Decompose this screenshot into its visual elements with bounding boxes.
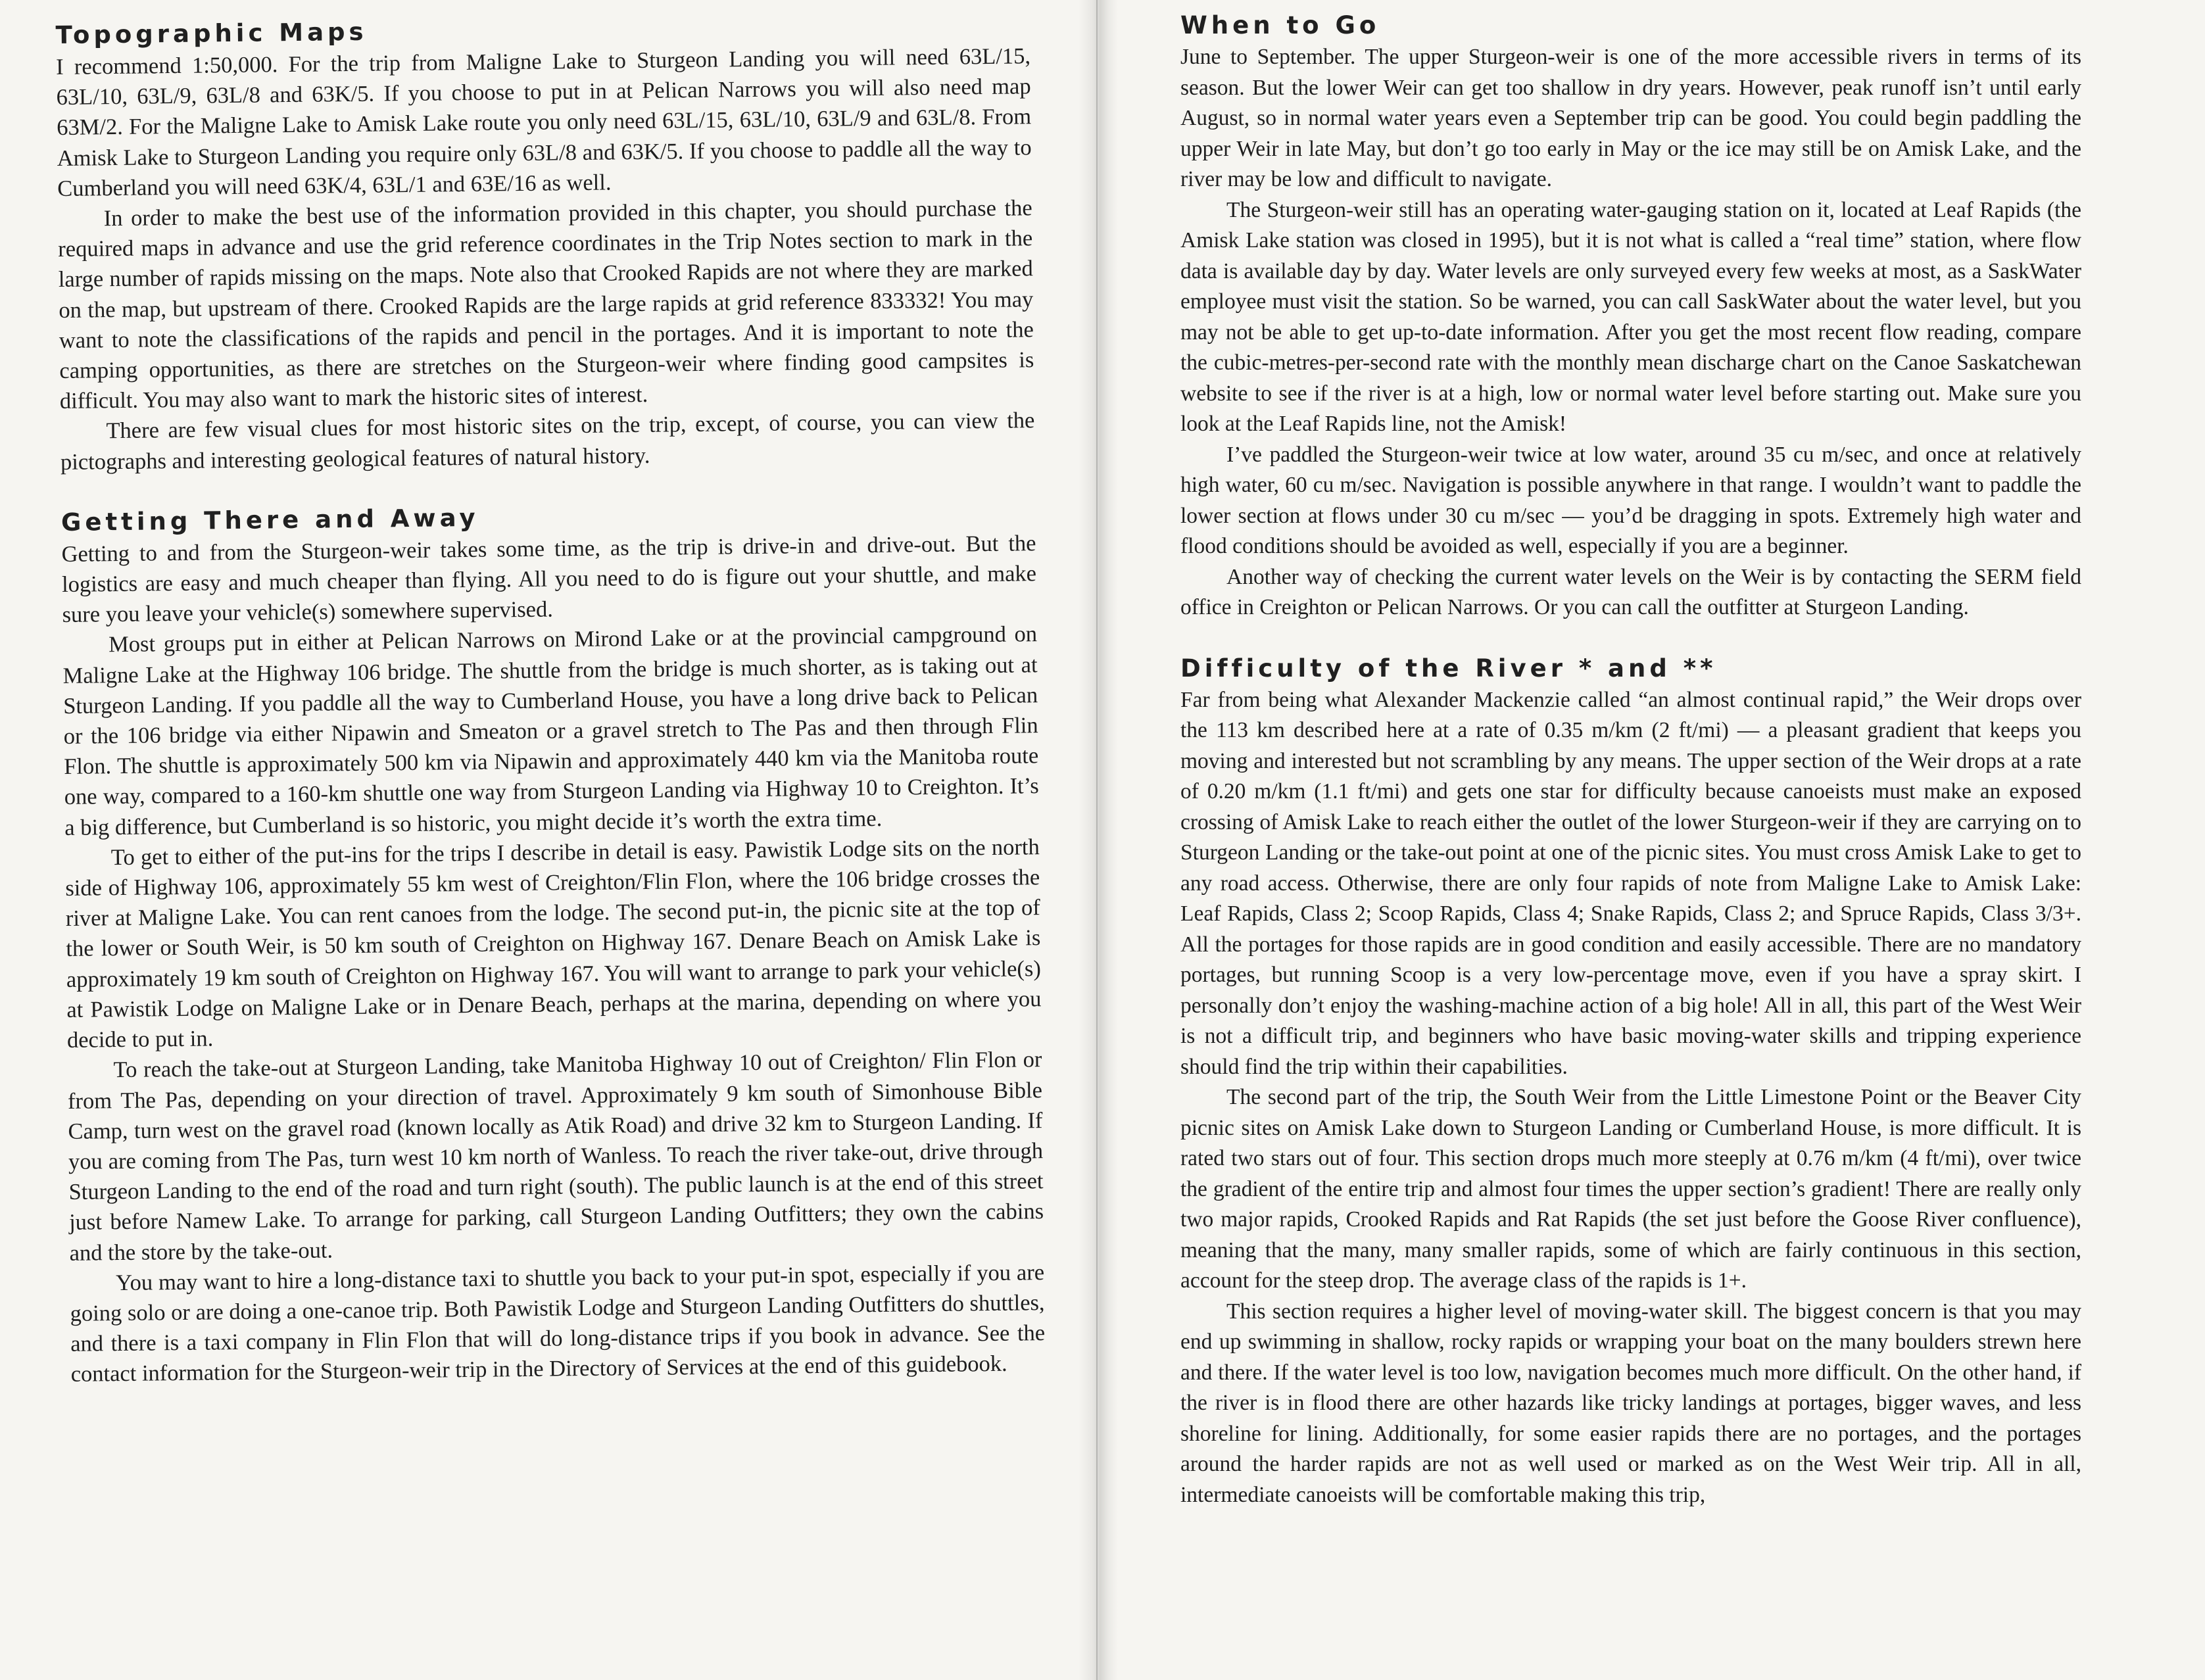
section-heading: When to Go xyxy=(1180,11,1380,39)
paragraph: The second part of the trip, the South Weir from the Little Limestone Point or the Beaver City picnic sites on Amisk Lake down to Sturgeon Landing or Cumberland House, is more difficult. It is rated two stars out of four. This section drops much more steeply at 0.76 m/km (4 ft/mi), over twice the gradient of the entire trip and almost four times the upper section’s gradient! There are really only two major rapids, Crooked Rapids and Rat Rapids (the set just before the Goose River confluence), meaning that the many, many smaller rapids, some of which are fairly continuous in this section, account for the steep drop. The average class of the rapids is 1+. xyxy=(1180,1085,2081,1293)
right-page-column xyxy=(1180,9,2081,1510)
paragraph: The Sturgeon-weir still has an operating water-gauging station on it, located at Leaf Rapids (the Amisk Lake station was closed in 1995), but it is not what is called a “real time” station, where flow data is available day by day. Water levels are only surveyed every few weeks at most, as a SaskWater employee must visit the station. So be warned, you can call SaskWater about the water level, but you may not be able to get up-to-date information. After you get the most recent flow reading, compare the cubic-metres-per-second rate with the monthly mean discharge chart on the Canoe Saskatchewan website to see if the river is at a high, low or normal water level before starting out. Make sure you look at the Leaf Rapids line, not the Amisk! xyxy=(1180,197,2081,436)
paragraph: I’ve paddled the Sturgeon-weir twice at low water, around 35 cu m/sec, and once at relatively high water, 60 cu m/sec. Navigation is possible anywhere in that range. I wouldn’t want to paddle the lower section at flows under 30 cu m/sec — you’d be dragging in spots. Extremely high water and flood conditions should be avoided as well, especially if you are a beginner. xyxy=(1180,442,2081,558)
paragraph: You may want to hire a long-distance taxi to shuttle you back to your put-in spot, especially if you are going solo or are doing a one-canoe trip. Both Pawistik Lodge and Sturgeon Landing Outfitters do shuttles, and there is a taxi company in Flin Flon that will do long-distance trips if you book in advance. See the contact information for the Sturgeon-weir trip in the Directory of Services at the end of this guidebook. xyxy=(70,1259,1046,1387)
paragraph: Another way of checking the current water levels on the Weir is by contacting the SERM field office in Creighton or Pelican Narrows. Or you can call the outfitter at Sturgeon Landing. xyxy=(1180,564,2081,619)
paragraph: There are few visual clues for most historic sites on the trip, except, of course, you can view the pictographs and interesting geological features of natural history. xyxy=(60,408,1035,475)
paragraph: Most groups put in either at Pelican Narrows on Mirond Lake or at the provincial campground on Maligne Lake at the Highway 106 bridge. The shuttle from the bridge is much shorter, as is taking out at Sturgeon Landing. If you paddle all the way to Cumberland House, you have a long drive back to Pelican or the 106 bridge via either Nipawin and Smeaton or a gravel stretch to The Pas and then through Flin Flon. The shuttle is approximately 500 km via Nipawin and approximately 440 km via the Manitoba route one way, compared to a 160-km shuttle one way from Sturgeon Landing via Highway 10 to Creighton. It’s a big difference, but Cumberland is so historic, you might decide it’s worth the extra time. xyxy=(62,621,1039,840)
left-page-column xyxy=(55,8,1046,1389)
section-difficulty-of-the-river xyxy=(1180,652,2081,1511)
paragraph: This section requires a higher level of moving-water skill. The biggest concern is that you may end up swimming in shallow, rocky rapids or wrapping your boat on the many boulders strewn here and there. If the water level is too low, navigation becomes much more difficult. On the other hand, if the river is in flood there are other hazards like tricky landings at portages, bigger waves, and less shoreline for lining. Additionally, for some easier rapids there are no portages, and the portages around the harder rapids are not as well used or marked as on the West Weir trip. All in all, intermediate canoeists will be comfortable making this trip, xyxy=(1180,1299,2081,1507)
section-when-to-go xyxy=(1180,9,2081,623)
paragraph: To get to either of the put-ins for the trips I describe in detail is easy. Pawistik Lodge sits on the north side of Highway 106, approximately 55 km west of Creighton/Flin Flon, where the 106 bridge crosses the river at Maligne Lake. You can rent canoes from the lodge. The second put-in, the picnic site at the top of the lower or South Weir, is 50 km south of Creighton on Highway 167. Denare Beach on Amisk Lake is approximately 19 km south of Creighton on Highway 167. You will want to arrange to park your vehicle(s) at Pawistik Lodge on Maligne Lake or in Denare Beach, perhaps at the marina, depending on where you decide to put in. xyxy=(65,834,1042,1053)
section-heading: Difficulty of the River * and ** xyxy=(1180,654,1717,683)
section-heading: Getting There and Away xyxy=(61,503,479,537)
paragraph: Getting to and from the Sturgeon-weir takes some time, as the trip is drive-in and drive-out. But the logistics are easy and much cheaper than flying. All you need to do is figure out your shuttle, and make sure you leave your vehicle(s) somewhere supervised. xyxy=(61,531,1037,628)
paragraph: Far from being what Alexander Mackenzie called “an almost continual rapid,” the Weir drops over the 113 km described here at a rate of 0.35 m/km (2 ft/mi) — a pleasant gradient that keeps you moving and interested but not scrambling by any means. The upper section of the Weir drops at a rate of 0.20 m/km (1.1 ft/mi) and gets one star for difficulty because canoeists must make an exposed crossing of Amisk Lake to reach either the outlet of the lower Sturgeon-weir if they are carrying on to Sturgeon Landing or the take-out point at one of the picnic sites. You must cross Amisk Lake to get to any road access. Otherwise, there are only four rapids of note from Maligne Lake to Amisk Lake: Leaf Rapids, Class 2; Scoop Rapids, Class 4; Snake Rapids, Class 2; and Spruce Rapids, Class 3/3+. All the portages for those rapids are in good condition and easily accessible. There are no mandatory portages, but running Scoop is a very low-percentage move, even if you have a spray skirt. I personally don’t enjoy the washing-machine action of a big hole! All in all, this part of the West Weir is not a difficult trip, and beginners who have basic moving-water skills and tripping experience should find the trip within their capabilities. xyxy=(1180,687,2081,1079)
section-heading: Topographic Maps xyxy=(55,17,368,50)
paragraph: I recommend 1:50,000. For the trip from Maligne Lake to Sturgeon Landing you will need 63L/15, 63L/10, 63L/9, 63L/8 and 63K/5. If you choose to put in at Pelican Narrows you will also need map 63M/2. For the Maligne Lake to Amisk Lake route you only need 63L/15, 63L/10, 63L/9 and 63L/8. From Amisk Lake to Sturgeon Landing you require only 63L/8 and 63K/5. If you choose to paddle all the way to Cumberland you will need 63K/4, 63L/1 and 63E/16 as well. xyxy=(55,43,1032,201)
section-topographic-maps xyxy=(55,8,1035,477)
right-page xyxy=(1118,0,2205,1680)
paragraph: In order to make the best use of the information provided in this chapter, you should purchase the required maps in advance and use the grid reference coordinates in the Trip Notes section to mark in the large number of rapids missing on the maps. Note also that Crooked Rapids are not where they are marked on the map, but upstream of there. Crooked Rapids are the large rapids at grid reference 833332! You may want to note the classifications of the rapids and pencil in the portages. And it is important to note the camping opportunities, as there are stretches on the Sturgeon-weir where finding good campsites is difficult. You may also want to mark the historic sites of interest. xyxy=(58,195,1034,414)
section-getting-there-and-away xyxy=(61,495,1046,1389)
paragraph: To reach the take-out at Sturgeon Landing, take Manitoba Highway 10 out of Creighton/ Flin Flon or from The Pas, depending on your direction of travel. Approximately 9 km south of Simonhouse Bible Camp, turn west on the gravel road (known locally as Atik Road) and drive 32 km to Sturgeon Landing. If you are coming from The Pas, turn west 10 km north of Wanless. To reach the river take-out, drive through Sturgeon Landing to the end of the road and turn right (south). The public launch is at the end of this street just before Namew Lake. To arrange for parking, call Sturgeon Landing Outfitters; they own the cabins and the store by the take-out. xyxy=(67,1047,1044,1266)
paragraph: June to September. The upper Sturgeon-weir is one of the more accessible rivers in terms of its season. But the lower Weir can get too shallow in dry years. However, peak runoff isn’t until early August, so in normal water years even a September trip can be good. You could begin paddling the upper Weir in late May, but don’t go too early in May or the ice may still be on Amisk Lake, and the river may be low and difficult to navigate. xyxy=(1180,45,2081,191)
